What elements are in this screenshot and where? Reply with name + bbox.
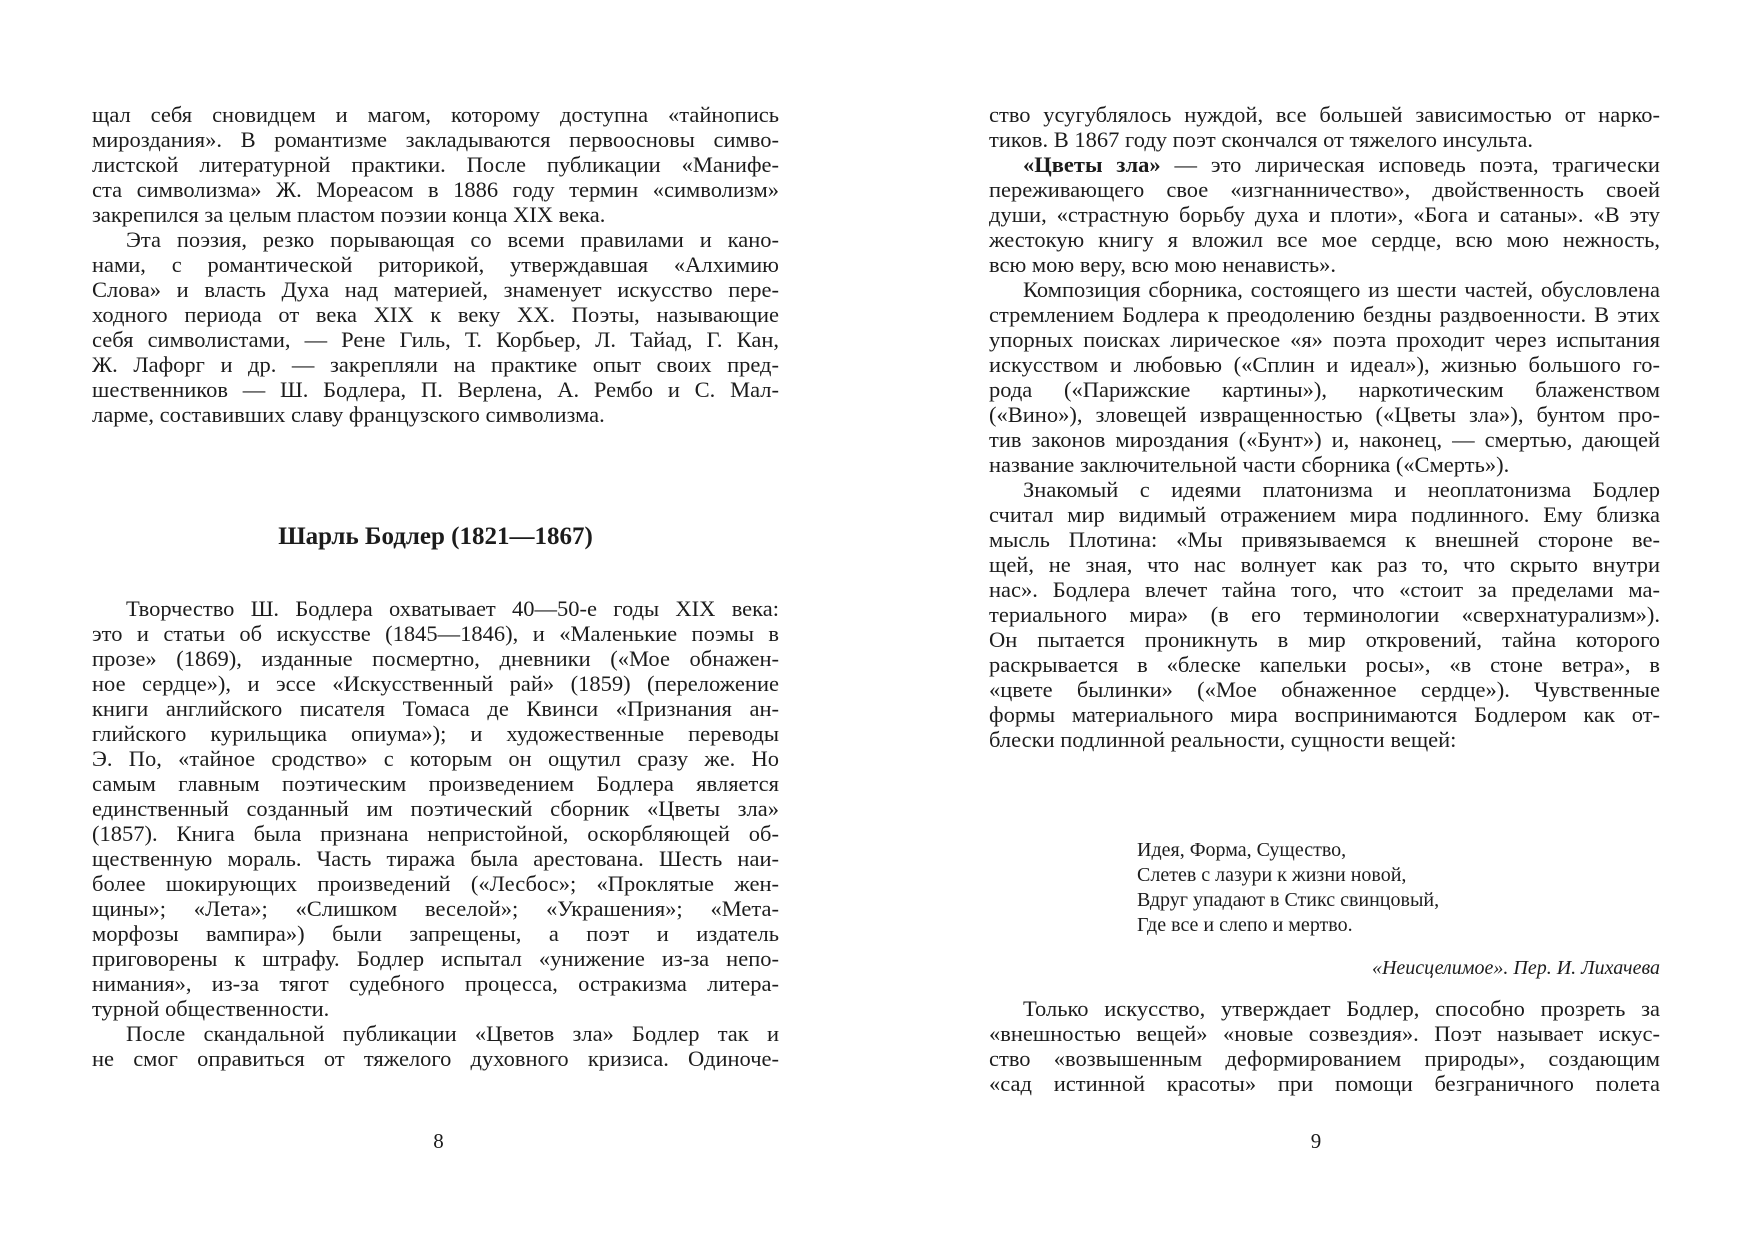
verse-attribution: «Неисцелимое». Пер. И. Лихачева bbox=[1371, 957, 1660, 979]
text-line: книги английского писателя Томаса де Квинси «Признания ан- bbox=[92, 696, 779, 721]
text-line: стремлением Бодлера к преодолению бездны раздвоенности. В этих bbox=[989, 302, 1660, 327]
text-line: ство усугублялось нуждой, все большей зависимостью от нарко- bbox=[989, 102, 1660, 127]
text-line: ство «возвышенным деформированием природы», создающим bbox=[989, 1046, 1660, 1071]
text-line: единственный созданный им поэтический сборник «Цветы зла» bbox=[92, 796, 779, 821]
text-line: название заключительной части сборника («Смерть»). bbox=[989, 452, 1510, 477]
text-line: «сад истинной красоты» при помощи безграничного полета bbox=[989, 1071, 1660, 1096]
text-line: считал мир видимый отражением мира подлинного. Ему близка bbox=[989, 502, 1660, 527]
text-line: не смог оправиться от тяжелого духовного кризиса. Одиноче- bbox=[92, 1046, 779, 1071]
text-line: щины»; «Лета»; «Слишком веселой»; «Украшения»; «Мета- bbox=[92, 896, 779, 921]
text-line: мысль Плотина: «Мы привязываемся к внешней стороне ве- bbox=[989, 527, 1660, 552]
text-line: Знакомый с идеями платонизма и неоплатонизма Бодлер bbox=[1023, 477, 1660, 502]
text-line: жестокую книгу я вложил все мое сердце, всю мою нежность, bbox=[989, 227, 1660, 252]
verse-quote bbox=[1137, 838, 1439, 938]
section-heading: Шарль Бодлер (1821—1867) bbox=[278, 523, 593, 550]
text-line: прозе» (1869), изданные посмертно, дневники («Мое обнажен- bbox=[92, 646, 779, 671]
text-line: нас». Бодлера влечет тайна того, что «стоит за пределами ма- bbox=[989, 577, 1660, 602]
text-line: глийского курильщика опиума»); и художественные переводы bbox=[92, 721, 779, 746]
text-line: нами, с романтической риторикой, утверждавшая «Алхимию bbox=[92, 252, 779, 277]
text-line: упорных поисках лирическое «я» поэта проходит через испытания bbox=[989, 327, 1660, 352]
verse-line: Где все и слепо и мертво. bbox=[1137, 914, 1353, 936]
text-line: это и статьи об искусстве (1845—1846), и «Маленькие поэмы в bbox=[92, 621, 779, 646]
text-line: рода («Парижские картины»), наркотическим блаженством bbox=[989, 377, 1660, 402]
text-line: ное сердце»), и эссе «Искусственный рай» (1859) (переложение bbox=[92, 671, 779, 696]
text-line: щал себя сновидцем и магом, которому доступна «тайнопись bbox=[92, 102, 779, 127]
verse-line: Идея, Форма, Существо, bbox=[1137, 839, 1347, 861]
text-line: териального мира» (в его терминологии «сверхнатурализм»). bbox=[989, 602, 1660, 627]
right-main-text bbox=[989, 102, 1660, 752]
text-line: («Вино»), зловещей извращенностью («Цветы зла»), бунтом про- bbox=[989, 402, 1660, 427]
verse-line: Слетев с лазури к жизни новой, bbox=[1137, 864, 1407, 886]
text-line: Только искусство, утверждает Бодлер, способно прозреть за bbox=[1023, 996, 1660, 1021]
text-line: Ж. Лафорг и др. — закрепляли на практике опыт своих пред- bbox=[92, 352, 779, 377]
text-line: морфозы вампира») были запрещены, а поэт и издатель bbox=[92, 921, 779, 946]
verse-line: Вдруг упадают в Стикс свинцовый, bbox=[1137, 889, 1440, 911]
text-line: приговорены к штрафу. Бодлер испытал «унижение из-за непо- bbox=[92, 946, 779, 971]
text-line: Слова» и власть Духа над материей, знаменует искусство пере- bbox=[92, 277, 779, 302]
text-line: тиков. В 1867 году поэт скончался от тяжелого инсульта. bbox=[989, 127, 1534, 152]
text-line: мироздания». В романтизме закладываются первоосновы симво- bbox=[92, 127, 779, 152]
text-line: Композиция сборника, состоящего из шести частей, обусловлена bbox=[1023, 277, 1660, 302]
right-bottom-text bbox=[989, 996, 1660, 1096]
text-line: «внешностью вещей» «новые созвездия». Поэт называет искус- bbox=[989, 1021, 1660, 1046]
text-line: щей, не зная, что нас волнует как раз то, что скрыто внутри bbox=[989, 552, 1660, 577]
text-line: закрепился за целым пластом поэзии конца XIX века. bbox=[92, 202, 606, 227]
left-top-text bbox=[92, 102, 779, 427]
text-line: искусством и любовью («Сплин и идеал»), жизнью большого го- bbox=[989, 352, 1660, 377]
text-line: формы материального мира воспринимаются Бодлером как от- bbox=[989, 702, 1660, 727]
text-line: «цвете былинки» («Мое обнаженное сердце»). Чувственные bbox=[989, 677, 1660, 702]
text-span: — это лирическая исповедь поэта, трагически bbox=[1160, 152, 1660, 177]
text-line: Эта поэзия, резко порывающая со всеми правилами и кано- bbox=[126, 227, 779, 252]
page-number: 9 bbox=[1310, 1129, 1322, 1153]
text-line: раскрывается в «блеске капельки росы», «в стоне ветра», в bbox=[989, 652, 1660, 677]
text-line: ходного периода от века XIX к веку XX. Поэты, называющие bbox=[92, 302, 779, 327]
text-line: ларме, составивших славу французского символизма. bbox=[92, 402, 605, 427]
text-line: листской литературной практики. После публикации «Манифе- bbox=[92, 152, 779, 177]
text-line: щественную мораль. Часть тиража была арестована. Шесть наи- bbox=[92, 846, 779, 871]
text-line: блески подлинной реальности, сущности вещей: bbox=[989, 727, 1457, 752]
left-bottom-text bbox=[92, 596, 779, 1071]
text-line: шественников — Ш. Бодлера, П. Верлена, А. Рембо и С. Мал- bbox=[92, 377, 779, 402]
text-line: турной общественности. bbox=[92, 996, 330, 1021]
text-line: (1857). Книга была признана непристойной, оскорбляющей об- bbox=[92, 821, 779, 846]
text-line: После скандальной публикации «Цветов зла» Бодлер так и bbox=[126, 1021, 779, 1046]
text-line: самым главным поэтическим произведением Бодлера является bbox=[92, 771, 779, 796]
text-line: всю мою веру, всю мою ненависть». bbox=[989, 252, 1337, 277]
text-line: тив законов мироздания («Бунт») и, наконец, — смертью, дающей bbox=[989, 427, 1660, 452]
left-page bbox=[0, 0, 877, 1240]
page-number: 8 bbox=[433, 1129, 444, 1153]
text-line bbox=[989, 152, 1660, 177]
text-line: более шокирующих произведений («Лесбос»; «Проклятые жен- bbox=[92, 871, 779, 896]
text-line: переживающего свое «изгнанничество», двойственность своей bbox=[989, 177, 1660, 202]
text-line: Он пытается проникнуть в мир откровений, тайна которого bbox=[989, 627, 1660, 652]
text-line: себя символистами, — Рене Гиль, Т. Корбьер, Л. Тайад, Г. Кан, bbox=[92, 327, 779, 352]
text-line: нимания», из-за тягот судебного процесса, остракизма литера- bbox=[92, 971, 779, 996]
text-line: души, «страстную борьбу духа и плоти», «Бога и сатаны». «В эту bbox=[989, 202, 1660, 227]
text-line: Творчество Ш. Бодлера охватывает 40—50-е годы XIX века: bbox=[126, 596, 779, 621]
bold-title: «Цветы зла» bbox=[1023, 152, 1161, 177]
text-line: ста символизма» Ж. Мореасом в 1886 году термин «символизм» bbox=[92, 177, 779, 202]
text-line: Э. По, «тайное сродство» с которым он ощутил сразу же. Но bbox=[92, 746, 779, 771]
